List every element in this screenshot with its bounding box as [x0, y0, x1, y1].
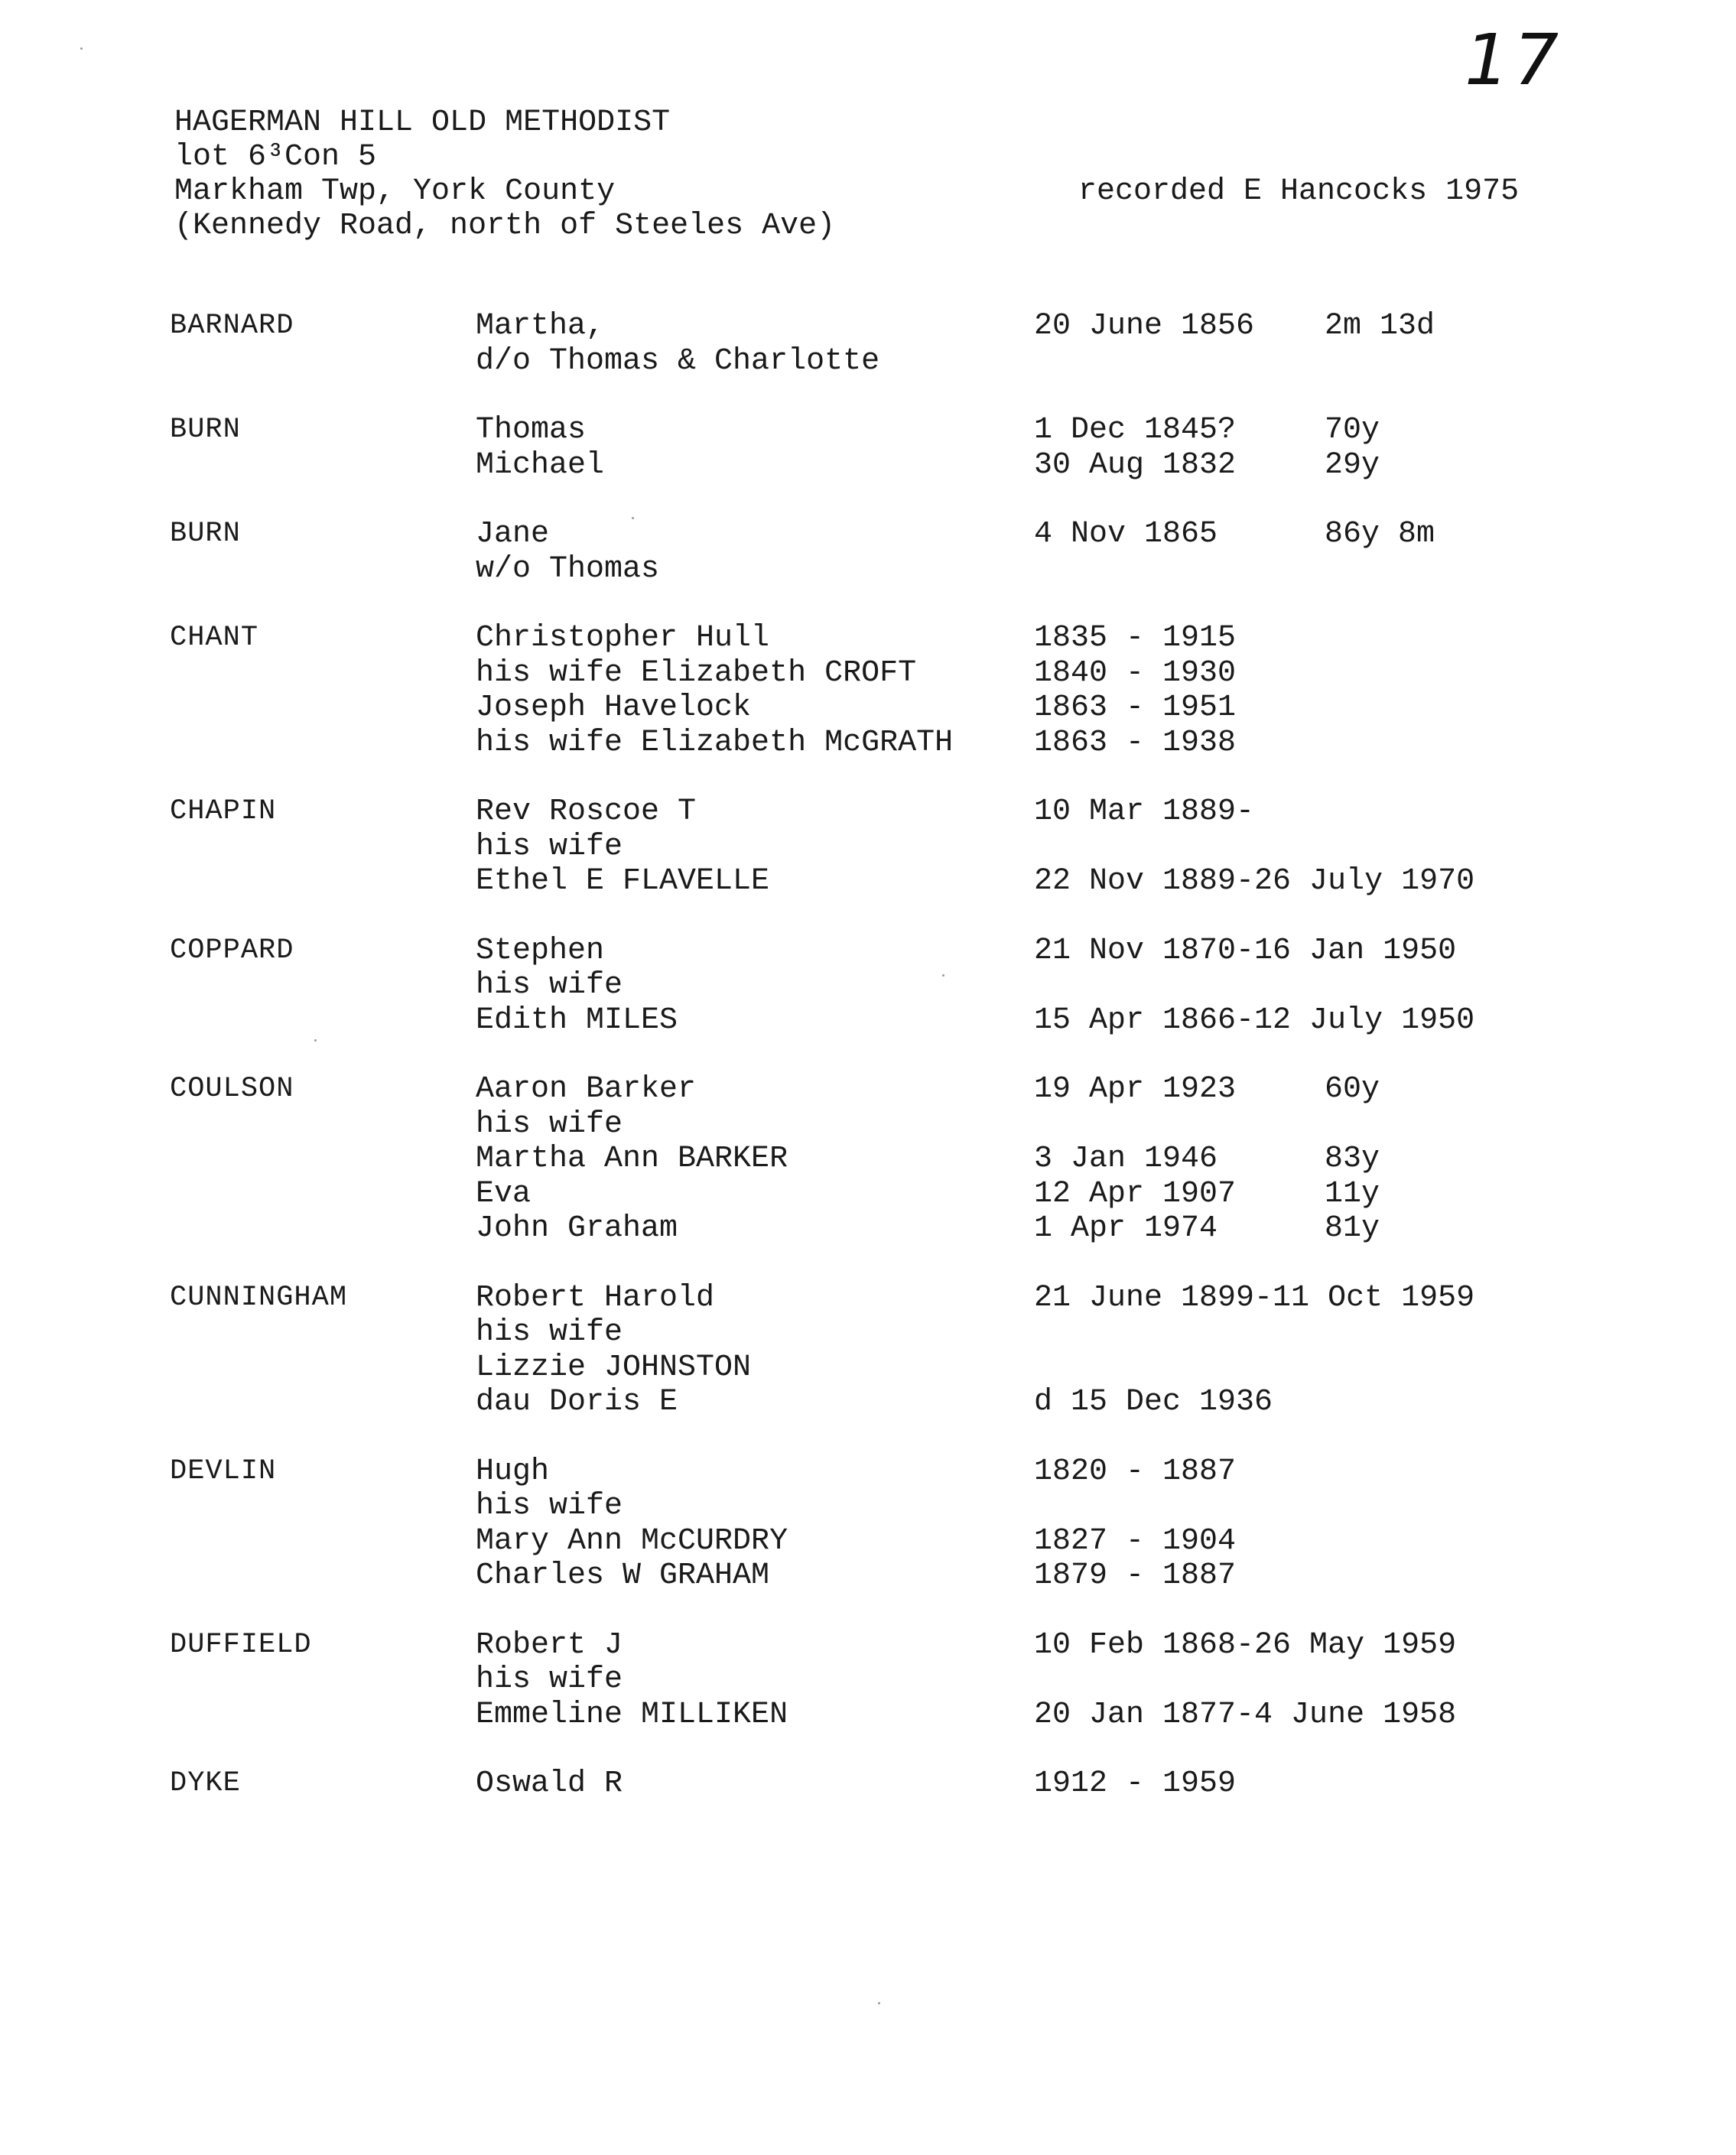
entry-row	[0, 1559, 1736, 1594]
person-name: dau Doris E	[476, 1385, 678, 1419]
surname: CHAPIN	[170, 795, 277, 827]
entry-row	[0, 1003, 1736, 1038]
entry-row	[0, 864, 1736, 899]
scan-speck	[942, 974, 944, 977]
surname: DEVLIN	[170, 1455, 277, 1487]
entry-row	[0, 726, 1736, 761]
age-at-death: 60y	[1325, 1072, 1380, 1107]
date: 30 Aug 1832	[1034, 447, 1237, 483]
entry-row	[0, 1628, 1736, 1663]
entry-row	[0, 344, 1736, 379]
date: 15 Apr 1866-12 July 1950	[1034, 1003, 1475, 1038]
scan-speck	[632, 517, 634, 519]
date: 22 Nov 1889-26 July 1970	[1034, 864, 1475, 899]
person-name: Ethel E FLAVELLE	[476, 864, 770, 899]
person-name: his wife	[476, 968, 623, 1003]
age-at-death: 70y	[1325, 413, 1380, 447]
person-name: Jane	[476, 517, 550, 551]
entry-row	[0, 968, 1736, 1003]
burial-entry	[0, 1767, 1736, 1802]
person-name: Aaron Barker	[476, 1072, 697, 1107]
date: 1827 - 1904	[1034, 1523, 1237, 1559]
person-name: his wife	[476, 829, 623, 864]
person-name: w/o Thomas	[476, 551, 660, 587]
entry-row	[0, 1281, 1736, 1316]
date: 1 Apr 1974	[1034, 1211, 1218, 1246]
page-number: 17	[1465, 19, 1564, 101]
person-name: Charles W GRAHAM	[476, 1559, 770, 1593]
entry-row	[0, 1767, 1736, 1802]
burial-entry	[0, 309, 1736, 379]
entry-row	[0, 309, 1736, 344]
entry-row	[0, 552, 1736, 587]
date: 1835 - 1915	[1034, 621, 1237, 655]
date: 1 Dec 1845?	[1034, 413, 1237, 447]
entry-row	[0, 1489, 1736, 1524]
scan-speck	[314, 1039, 317, 1042]
cemetery-name: HAGERMAN HILL OLD METHODIST	[174, 106, 671, 140]
person-name: his wife	[476, 1663, 623, 1697]
entry-row	[0, 1385, 1736, 1420]
person-name: Stephen	[476, 933, 605, 968]
burial-entries	[0, 309, 1736, 1836]
date: 12 Apr 1907	[1034, 1176, 1237, 1211]
person-name: Michael	[476, 447, 605, 483]
recorder-credit: recorded E Hancocks 1975	[1078, 174, 1520, 209]
entry-row	[0, 413, 1736, 448]
person-name: Joseph Havelock	[476, 691, 752, 725]
surname: CUNNINGHAM	[170, 1281, 348, 1314]
entry-row	[0, 448, 1736, 483]
entry-row	[0, 1524, 1736, 1559]
entry-row	[0, 1351, 1736, 1386]
date: 1863 - 1951	[1034, 691, 1237, 725]
burial-entry	[0, 934, 1736, 1038]
date: 1863 - 1938	[1034, 725, 1237, 760]
surname: COPPARD	[170, 934, 294, 967]
entry-row	[0, 1315, 1736, 1351]
entry-row	[0, 1211, 1736, 1247]
age-at-death: 11y	[1325, 1176, 1380, 1211]
date: 20 June 1856	[1034, 309, 1255, 343]
surname: BURN	[170, 518, 241, 550]
date: 19 Apr 1923	[1034, 1072, 1237, 1107]
entry-row	[0, 1072, 1736, 1107]
date: 1840 - 1930	[1034, 655, 1237, 691]
surname: DUFFIELD	[170, 1628, 312, 1661]
person-name: his wife Elizabeth CROFT	[476, 655, 917, 691]
burial-entry	[0, 413, 1736, 483]
date: d 15 Dec 1936	[1034, 1385, 1273, 1419]
person-name: Hugh	[476, 1454, 550, 1489]
date: 1912 - 1959	[1034, 1767, 1237, 1801]
township-county: Markham Twp, York County	[174, 174, 616, 209]
burial-entry	[0, 1072, 1736, 1247]
person-name: Lizzie JOHNSTON	[476, 1350, 752, 1385]
burial-entry	[0, 1628, 1736, 1733]
entry-row	[0, 830, 1736, 865]
person-name: Rev Roscoe T	[476, 795, 697, 829]
age-at-death: 29y	[1325, 447, 1380, 483]
scan-speck	[80, 47, 83, 50]
person-name: d/o Thomas & Charlotte	[476, 343, 880, 379]
person-name: Mary Ann McCURDRY	[476, 1523, 788, 1559]
date: 21 June 1899-11 Oct 1959	[1034, 1280, 1475, 1315]
entry-row	[0, 1698, 1736, 1733]
surname: BURN	[170, 414, 241, 446]
person-name: Thomas	[476, 413, 587, 447]
entry-row	[0, 795, 1736, 830]
scan-speck	[878, 2002, 880, 2004]
age-at-death: 81y	[1325, 1211, 1380, 1246]
burial-entry	[0, 1455, 1736, 1594]
date: 1820 - 1887	[1034, 1454, 1237, 1489]
person-name: Christopher Hull	[476, 621, 770, 655]
entry-row	[0, 1177, 1736, 1212]
age-at-death: 83y	[1325, 1142, 1380, 1176]
surname: DYKE	[170, 1767, 241, 1799]
entry-row	[0, 1455, 1736, 1490]
age-at-death: 2m 13d	[1325, 309, 1435, 343]
location-note: (Kennedy Road, north of Steeles Ave)	[174, 209, 836, 243]
person-name: Oswald R	[476, 1767, 623, 1801]
burial-entry	[0, 621, 1736, 760]
person-name: his wife	[476, 1107, 623, 1142]
date: 3 Jan 1946	[1034, 1142, 1218, 1176]
date: 20 Jan 1877-4 June 1958	[1034, 1697, 1457, 1732]
date: 10 Feb 1868-26 May 1959	[1034, 1627, 1457, 1663]
entry-row	[0, 1107, 1736, 1143]
entry-row	[0, 621, 1736, 656]
person-name: his wife	[476, 1489, 623, 1523]
date: 1879 - 1887	[1034, 1559, 1237, 1593]
person-name: Robert Harold	[476, 1280, 715, 1315]
date: 21 Nov 1870-16 Jan 1950	[1034, 933, 1457, 968]
burial-entry	[0, 517, 1736, 587]
person-name: his wife	[476, 1315, 623, 1350]
entry-row	[0, 1142, 1736, 1177]
person-name: Edith MILES	[476, 1003, 678, 1038]
burial-entry	[0, 795, 1736, 899]
entry-row	[0, 1663, 1736, 1698]
person-name: Eva	[476, 1176, 532, 1211]
date: 4 Nov 1865	[1034, 517, 1218, 551]
age-at-death: 86y 8m	[1325, 517, 1435, 551]
person-name: John Graham	[476, 1211, 678, 1246]
lot-concession: lot 6³Con 5	[174, 140, 377, 174]
person-name: Robert J	[476, 1627, 623, 1663]
person-name: his wife Elizabeth McGRATH	[476, 725, 954, 760]
surname: CHANT	[170, 622, 259, 654]
entry-row	[0, 656, 1736, 691]
date: 10 Mar 1889-	[1034, 795, 1255, 829]
surname: BARNARD	[170, 310, 294, 342]
entry-row	[0, 934, 1736, 969]
person-name: Emmeline MILLIKEN	[476, 1697, 788, 1732]
entry-row	[0, 691, 1736, 726]
burial-entry	[0, 1281, 1736, 1420]
surname: COULSON	[170, 1073, 294, 1105]
entry-row	[0, 517, 1736, 552]
cemetery-header	[174, 106, 835, 243]
person-name: Martha,	[476, 309, 605, 343]
person-name: Martha Ann BARKER	[476, 1142, 788, 1176]
